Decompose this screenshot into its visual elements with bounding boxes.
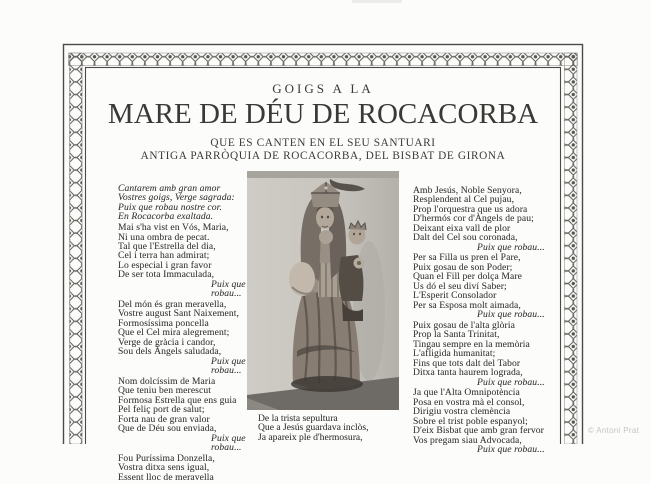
verse-line: Nom dolcíssim de Maria [118,375,216,387]
verse-line: D'eix Bisbat que amb gran fervor [413,425,544,437]
verse-line: Amb Jesús, Noble Senyora, [413,185,522,196]
verse-line: Formosíssima poncella [118,317,209,329]
stanza-partial [118,454,268,482]
verse-line: Prop la Santa Trinitat, [413,329,500,341]
verse-line: Cel i terra han admirat; [118,250,210,262]
verse-line: Verge de gràcia i candor, [118,336,216,348]
verse-line: Vostre august Sant Naixement, [118,308,240,320]
title-kicker: GOIGS A LA [272,81,374,96]
refrain-line: Puix que robau... [477,444,545,456]
refrain-line: Puix que robau... [211,278,246,300]
verse-line: Del món és gran meravella, [118,299,227,311]
verse-line: Deixant eixa vall de plor [413,222,511,234]
refrain-line: Puix que robau... [211,432,246,454]
verse-line: Quan el Fill per dolça Mare [413,271,522,283]
verse-line: Tal que l'Estrella del dia, [118,241,216,253]
verse-line: Ni una ombra de pecat. [118,231,210,243]
verse-line: Per sa Esposa molt aimada, [413,299,521,311]
stanza [413,253,581,319]
verse-line: D'hermós cor d'Àngels de pau; [413,213,534,225]
stanza [413,321,581,387]
verse-line: Forta nau de gran valor [118,413,210,425]
stanza [118,377,268,453]
verse-line: Que de Déu sou enviada, [118,423,217,435]
verse-line: Vos pregam siau Advocada, [413,434,522,446]
madonna-face [316,207,334,229]
verse-line: Tingau sempre en la memòria [413,338,530,350]
verse-line: Vostres goigs, Verge sagrada: [118,192,235,204]
refrain-line: Puix que robau... [211,355,246,377]
verse-column-right [413,186,581,456]
verse-line: Ja apareix ple d'hermosura, [258,431,363,443]
refrain-line: Puix que robau... [477,241,545,253]
verse-line: Ja que l'Alta Omnipotència [413,387,520,399]
verse-line: De ser tota Immaculada, [118,269,215,281]
verse-line: Fou Puríssima Donzella, [118,452,215,464]
verse-line: Resplendent al Cel pujau, [413,194,515,206]
verse-line: Puix gosau de l'alta glòria [413,319,515,331]
stanza [413,388,581,454]
photo-credit: © Antoni Prat [588,426,640,435]
verse-line: Ditxa tanta haurem lograda, [413,367,523,379]
verse-line: Puix gosau de son Poder; [413,261,513,273]
verse-column-center [258,414,408,442]
verse-line: Essent lloc de meravella [118,471,214,483]
verse-line: Que teniu ben merescut [118,385,212,397]
verse-line: Puix que robau nostre cor. [118,201,222,213]
verse-line: Cantarem amb gran amor [118,183,221,194]
verse-line: L'Esperit Consolador [413,290,497,302]
stanza [118,223,268,299]
stanza [118,300,268,376]
verse-line: Lo especial i gran favor [118,259,212,271]
verse-line: Dalt del Cel sou coronada, [413,232,518,244]
orb [289,262,315,296]
verse-line: Prop l'orquestra que us adora [413,203,528,215]
verse-line: Pel feliç port de salut; [118,404,205,416]
verse-line: Que el Cel mira alegrement; [118,327,230,339]
subtitle-line-1: QUE ES CANTEN EN EL SEU SANTUARI [210,137,436,149]
refrain-line: Puix que robau... [477,376,545,388]
page-title: MARE DE DÉU DE ROCACORBA [107,98,539,130]
verse-line: L'afligida humanitat; [413,348,496,360]
title-block [85,81,561,162]
refrain-line: Puix que robau... [477,309,545,321]
subtitle-line-2: ANTIGA PARRÒQUIA DE ROCACORBA, DEL BISBAT DE GIRONA [140,149,506,162]
verse-line: Sobre el trist poble espanyol; [413,415,528,427]
verse-line: Vostra ditxa sens igual, [118,462,210,474]
verse-line: Sou dels Àngels saludada, [118,346,222,358]
verse-column-left [118,184,268,484]
verse-line: Per sa Filla us pren el Pare, [413,252,521,264]
verse-line: Dirigiu vostra clemència [413,406,511,418]
verse-line: Mai s'ha vist en Vós, Maria, [118,222,229,234]
tornada-stanza [118,184,268,222]
verse-line: Fins que tots dalt del Tabor [413,357,521,369]
verse-line: De la trista sepultura [258,413,338,424]
verse-line: Formosa Estrella que ens guia [118,394,237,406]
stanza [413,186,581,252]
statue-base [291,376,363,392]
verse-line: En Rocacorba exaltada. [118,211,214,223]
verse-line: Que a Jesús guardava inclòs, [258,422,369,434]
madonna-statue-photo [247,171,399,410]
verse-line: Posa en vostra mà el consol, [413,396,525,408]
verse-line: Us dó el seu diví Saber; [413,280,507,292]
